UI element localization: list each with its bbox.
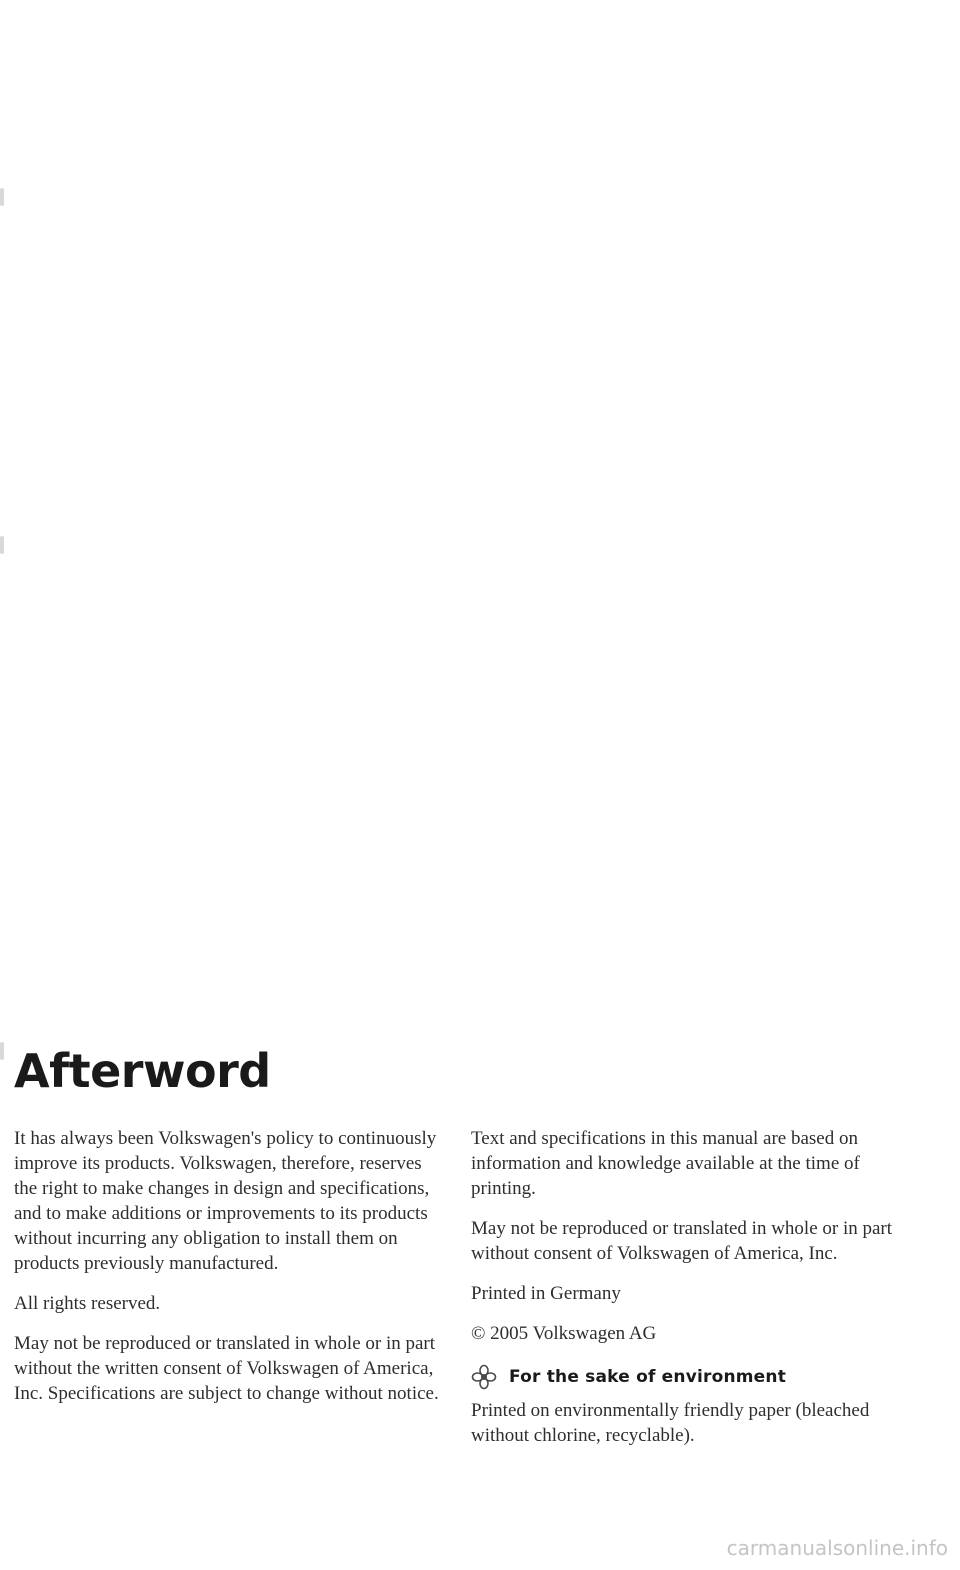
- page-edge-mark: [0, 188, 4, 206]
- environment-heading: [471, 1364, 911, 1390]
- specifications-paragraph: Text and specifications in this manual are based on information and knowledge available at the time of printing.: [471, 1128, 860, 1199]
- page-title: Afterword: [14, 1044, 271, 1098]
- page-edge-mark: [0, 1042, 4, 1060]
- printed-in-paragraph: Printed in Germany: [471, 1283, 621, 1304]
- page-edge-mark: [0, 536, 4, 554]
- environment-title: For the sake of environment: [509, 1366, 787, 1387]
- flower-icon: [471, 1364, 497, 1390]
- left-column: [14, 1126, 449, 1421]
- reproduction-paragraph: May not be reproduced or translated in whole or in part without the written consent of Volkswagen of America, Inc. Specifications are subject to change without notice.: [14, 1333, 439, 1404]
- policy-paragraph: It has always been Volkswagen's policy to continuously improve its products. Volkswagen, therefore, reserves the right to make changes in design and specifications, and to make additions or improvements to its products without incurring any obligation to install them on products previously manufactured.: [14, 1128, 437, 1274]
- right-column: [471, 1126, 911, 1463]
- copyright-paragraph: © 2005 Volkswagen AG: [471, 1323, 657, 1344]
- environment-paragraph: Printed on environmentally friendly paper (bleached without chlorine, recyclable).: [471, 1400, 870, 1446]
- rights-paragraph: All rights reserved.: [14, 1293, 161, 1314]
- consent-paragraph: May not be reproduced or translated in whole or in part without consent of Volkswagen of America, Inc.: [471, 1218, 893, 1264]
- watermark: carmanualsonline.info: [726, 1536, 948, 1560]
